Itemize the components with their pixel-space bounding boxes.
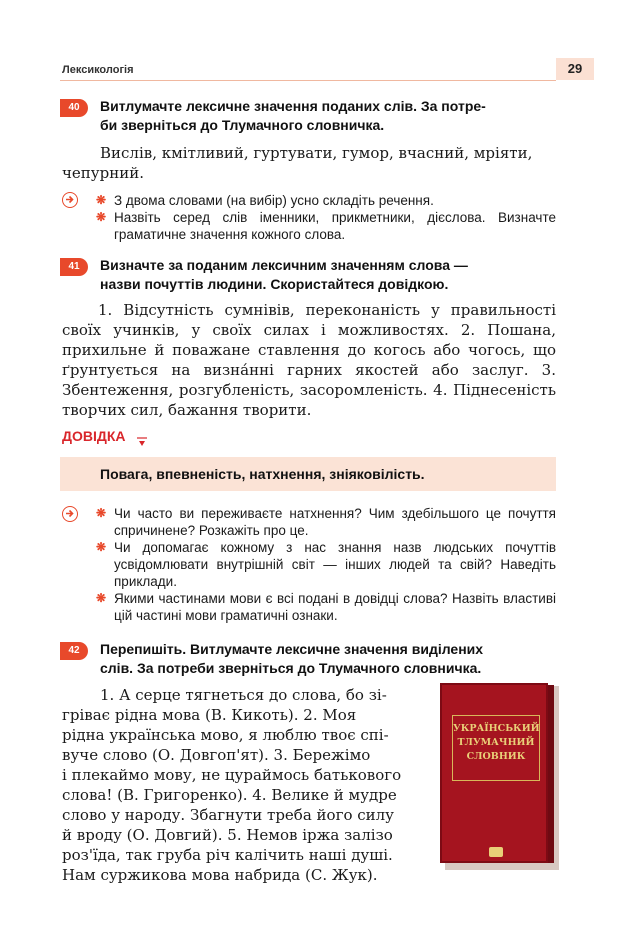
- task-40-title-line1: Витлумачте лексичне значення поданих слів. За потре-: [100, 98, 486, 114]
- book-title-label: [452, 715, 540, 781]
- question-item: ❋ Якими частинами мови є всі подані в довідці слова? Назвіть властиві цій частині мови граматичні ознаки.: [96, 591, 556, 623]
- task-number-41: 41: [60, 258, 88, 276]
- asterisk-icon: ❋: [96, 210, 107, 224]
- publisher-logo-icon: [489, 847, 503, 857]
- task-40-bullets: [94, 192, 556, 243]
- book-title-line: СЛОВНИК: [466, 751, 526, 762]
- reference-text: Повага, впевненість, натхнення, зніяковілість.: [100, 466, 425, 482]
- asterisk-icon: ❋: [96, 591, 107, 605]
- question-item: ❋ Чи допомагає кожному з нас знання назв людських почуттів усвідомлювати внутрішній світ — інших людей та свій? Наведіть приклади.: [96, 540, 556, 589]
- poem-line: рідна українська мово, я люблю твоє спі-: [62, 726, 389, 744]
- poem-line: слово у народу. Збагнути треба його силу: [62, 806, 394, 824]
- book-title-line: УКРАЇНСЬКИЙ: [453, 723, 540, 734]
- reference-label: ДОВІДКА: [62, 428, 126, 444]
- asterisk-icon: ❋: [96, 193, 107, 207]
- book-title-line: ТЛУМАЧНИЙ: [457, 737, 535, 748]
- bullet-item: ❋ Назвіть серед слів іменники, прикметники, дієслова. Визначте граматичне значення кожного слова.: [96, 210, 556, 242]
- task-arrow-icon: [62, 192, 78, 208]
- section-title: Лексикологія: [62, 64, 134, 76]
- task-40-words-line2: чепурний.: [62, 164, 144, 182]
- task-number-40: 40: [60, 99, 88, 117]
- poem-line: 1. А серце тягнеться до слова, бо зі-: [100, 686, 387, 704]
- asterisk-icon: ❋: [96, 540, 107, 554]
- dictionary-book-image: [440, 683, 554, 867]
- book-spine: [548, 685, 554, 863]
- poem-line: й вроду (О. Довгий). 5. Немов іржа залізо: [62, 826, 393, 844]
- task-42-title-line2: слів. За потреби зверніться до Тлумачного словничка.: [100, 660, 482, 676]
- question-item: ❋ Чи часто ви переживаєте натхнення? Чим здебільшого це почуття спричинене? Розкажіть про це.: [96, 506, 556, 538]
- task-arrow-icon: [62, 506, 78, 522]
- poem-line: вуче слово (О. Довгоп'ят). 3. Бережімо: [62, 746, 371, 764]
- poem-line: слова! (В. Григоренко). 4. Велике й мудре: [62, 786, 397, 804]
- header-rule: [60, 80, 556, 81]
- poem-line: і плекаймо мову, не цураймось батькового: [62, 766, 402, 784]
- book-cover: [440, 683, 548, 863]
- questions-list: [94, 505, 556, 624]
- task-number-42: 42: [60, 642, 88, 660]
- reference-marker-icon: [136, 436, 148, 448]
- task-40-title-line2: би зверніться до Тлумачного словничка.: [100, 117, 385, 133]
- poem-line: роз'їда, так груба річ калічить наші душі.: [62, 846, 393, 864]
- task-42-title-line1: Перепишіть. Витлумачте лексичне значення виділених: [100, 641, 484, 657]
- bullet-item: ❋ З двома словами (на вибір) усно складіть речення.: [96, 193, 434, 208]
- task-41-title-line2: назви почуттів людини. Скористайтеся довідкою.: [100, 276, 449, 292]
- page-number: 29: [556, 58, 594, 80]
- task-41-title-line1: Визначте за поданим лексичним значенням слова —: [100, 257, 468, 273]
- poem-line: Нам суржикова мова набрида (С. Жук).: [62, 866, 378, 884]
- task-40-words-line1: Вислів, кмітливий, гуртувати, гумор, вчасний, мріяти,: [100, 144, 533, 162]
- task-41-text: 1. Відсутність сумнівів, переконаність у правильності своїх учинків, у своїх силах і можливостях. 2. Пошана, прихильне й поважане ставлення до когось або чогось, що ґрунтується на визна́нні гарних якостей або заслуг. 3. Збентеження, розгубленість, засоромленість. 4. Піднесеність творчих сил, бажання творити.: [62, 301, 556, 419]
- asterisk-icon: ❋: [96, 506, 107, 520]
- poem-line: грiває рідна мова (В. Кикоть). 2. Моя: [62, 706, 357, 724]
